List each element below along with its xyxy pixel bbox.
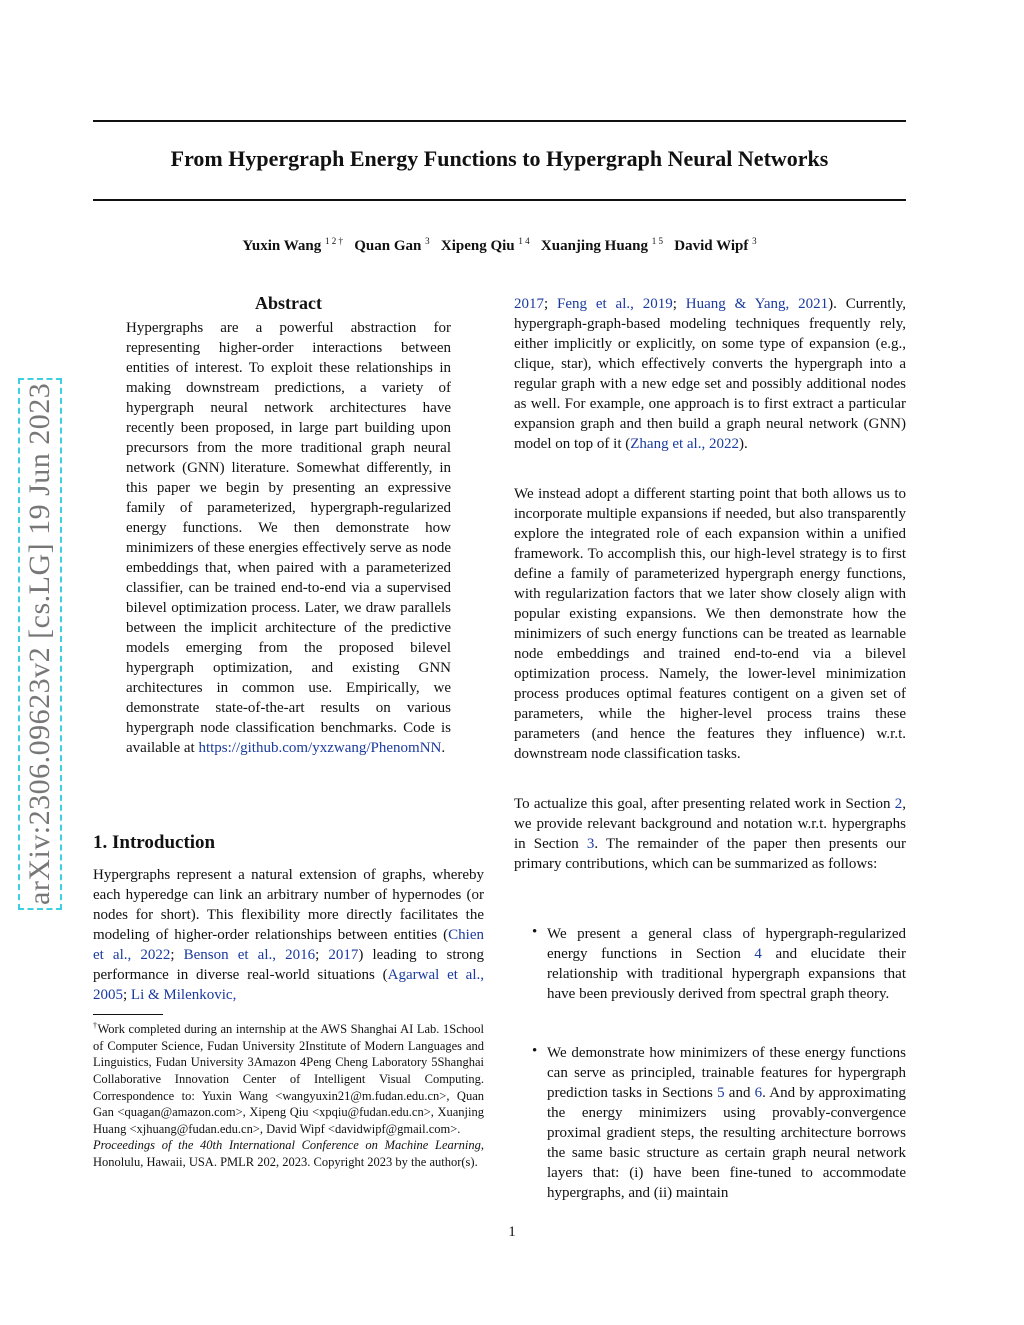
- section-ref-link[interactable]: 5: [717, 1085, 725, 1101]
- punctuation: .: [441, 740, 446, 756]
- author-affiliation: 1 4: [518, 236, 530, 246]
- contribution-bullet-2: [547, 1043, 906, 1203]
- paper-title: From Hypergraph Energy Functions to Hypergraph Neural Networks: [170, 146, 829, 171]
- title-top-rule: [93, 120, 906, 122]
- bullet-text: and: [724, 1085, 755, 1101]
- bullet-text: We demonstrate how minimizers of these energy functions can serve as principled, trainable features for hypergraph prediction tasks in Sections: [547, 1045, 906, 1101]
- citation-link[interactable]: Chien et al., 2022: [93, 927, 484, 963]
- author-name: Quan Gan: [354, 238, 422, 254]
- author-affiliation: 1 5: [651, 236, 664, 246]
- footnote: [93, 1018, 484, 1171]
- code-link[interactable]: https://github.com/yxzwang/PhenomNN: [198, 740, 442, 756]
- punctuation: ;: [170, 947, 184, 963]
- page-number: 1: [508, 1224, 516, 1240]
- section-ref-link[interactable]: 3: [586, 836, 595, 852]
- author-name: David Wipf: [674, 238, 749, 254]
- paragraph-text: . The remainder of the paper then presents our primary contributions, which can be summarized as follows:: [514, 836, 906, 872]
- citation-link[interactable]: 2017: [514, 296, 544, 312]
- bullet-marker: •: [532, 924, 538, 940]
- author-name: Xuanjing Huang: [540, 238, 649, 254]
- bullet-text: and elucidate their relationship with traditional hypergraph expansions that have been previously derived from spectral graph theory.: [547, 946, 906, 1002]
- paragraph-text: ). Currently, hypergraph-graph-based modeling techniques frequently rely, either implicitly or explicitly, on some type of expansion (e.g., clique, star), which effectively converts the hypergraph into a regular graph with a new edge set and possibly additional nodes as well. For example, one approach is to first extract a particular expansion graph and then build a graph neural network (GNN) model on top of it (: [514, 296, 907, 452]
- arxiv-identifier: arXiv:2306.09623v2 [cs.LG] 19 Jun 2023: [23, 382, 56, 905]
- right-paragraph-1: [514, 294, 906, 454]
- author-affiliation: 3: [425, 236, 430, 246]
- punctuation: ).: [738, 436, 748, 452]
- punctuation: ;: [544, 296, 558, 312]
- intro-text: Hypergraphs represent a natural extension of graphs, whereby each hyperedge can link an arbitrary number of hypernodes (or nodes for short). This flexibility more directly facilitates the modeling of higher-order relationships between entities (: [93, 867, 484, 943]
- citation-link[interactable]: Zhang et al., 2022: [630, 436, 739, 452]
- abstract-heading: Abstract: [255, 293, 322, 313]
- citation-link[interactable]: Huang & Yang, 2021: [685, 296, 829, 312]
- abstract-text: Hypergraphs are a powerful abstraction for representing higher-order interactions between entities of interest. To exploit these relationships in making downstream predictions, a variety of hypergraph neural network architectures have recently been proposed, in large part building upon precursors from the more traditional graph neural network (GNN) literature. Somewhat differently, in this paper we begin by presenting an expressive family of parameterized, hypergraph-regularized energy functions. We then demonstrate how minimizers of these energies effectively serve as node embeddings that, when paired with a parameterized classifier, can be trained end-to-end via a supervised bilevel optimization process. Later, we draw parallels between the implicit architecture of the predictive models emerging from the proposed bilevel hypergraph optimization, and existing GNN architectures in common use. Empirically, we demonstrate state-of-the-art results on various hypergraph node classification benchmarks. Code is available at: [126, 320, 451, 756]
- citation-link[interactable]: Benson et al., 2016: [183, 947, 316, 963]
- paragraph-text: , we provide relevant background and notation w.r.t. hypergraphs in Section: [514, 796, 906, 852]
- punctuation: ;: [123, 987, 131, 1003]
- author-name: Yuxin Wang: [242, 238, 322, 254]
- abstract-body: [126, 318, 451, 758]
- dagger-mark: †: [93, 1021, 98, 1030]
- punctuation: ;: [315, 947, 329, 963]
- citation-link[interactable]: 2017: [328, 947, 359, 963]
- footnote-copyright: , Honolulu, Hawaii, USA. PMLR 202, 2023. Copyright 2023 by the author(s).: [93, 1138, 484, 1169]
- introduction-paragraph: [93, 865, 484, 1005]
- bullet-text: . And by approximating the energy minimizers using provably-convergence proximal gradient steps, the resulting architecture borrows the same basic structure as certain graph neural network layers that: (i) have been fine-tuned to accommodate hypergraphs, and (ii) maintain: [547, 1085, 906, 1201]
- contribution-bullet-1: [547, 924, 906, 1004]
- author-affiliation: 3: [752, 236, 757, 246]
- right-paragraph-2: We instead adopt a different starting point that both allows us to incorporate multiple expansions if needed, but also transparently explore the integrated role of each expansion within a unified framework. To accomplish this, our high-level strategy is to first define a family of parameterized hypergraph energy functions, with regularization factors that we later show closely align with popular existing expansions. We then demonstrate how the minimizers of such energy functions can be treated as learnable node embeddings and trained end-to-end via a bilevel optimization process. Namely, the lower-level minimization process produces optimal features contigent on a given set of parameters, while the higher-level process trains these parameters (and hence the features they influence) w.r.t. downstream node classification tasks.: [514, 486, 906, 762]
- section-ref-link[interactable]: 6: [754, 1085, 763, 1101]
- footnote-affiliations: Work completed during an internship at the AWS Shanghai AI Lab. 1School of Computer Science, Fudan University 2Institute of Modern Languages and Linguistics, Fudan University 3Amazon 4Peng Cheng Laboratory 5Shanghai Collaborative Innovation Center of Intelligent Visual Computing. Correspondence to: Yuxin Wang <wangyuxin21@m.fudan.edu.cn>, Quan Gan <quagan@amazon.com>, Xipeng Qiu <xpqiu@fudan.edu.cn>, Xuanjing Huang <xjhuang@fudan.edu.cn>, David Wipf <davidwipf@gmail.com>.: [93, 1022, 484, 1136]
- citation-link[interactable]: Li & Milenkovic,: [130, 987, 237, 1003]
- title-bottom-rule: [93, 199, 906, 201]
- citation-link[interactable]: Feng et al., 2019: [557, 296, 673, 312]
- section-heading-introduction: 1. Introduction: [93, 832, 216, 853]
- footnote-proceedings: Proceedings of the 40th International Conference on Machine Learning: [93, 1138, 481, 1153]
- right-paragraph-3: [514, 794, 906, 874]
- bullet-marker: •: [532, 1043, 538, 1059]
- author-list: [93, 236, 906, 255]
- punctuation: ;: [672, 296, 686, 312]
- paragraph-text: To actualize this goal, after presenting related work in Section: [514, 796, 895, 812]
- bullet-text: We present a general class of hypergraph-regularized energy functions in Section: [547, 926, 906, 962]
- intro-text: ) leading to strong performance in diverse real-world situations (: [93, 947, 485, 983]
- footnote-rule: [93, 1014, 163, 1015]
- section-ref-link[interactable]: 2: [894, 796, 903, 812]
- author-name: Xipeng Qiu: [440, 238, 515, 254]
- author-affiliation: 1 2 †: [324, 236, 343, 246]
- section-ref-link[interactable]: 4: [754, 946, 762, 962]
- citation-link[interactable]: Agarwal et al., 2005: [93, 967, 484, 1003]
